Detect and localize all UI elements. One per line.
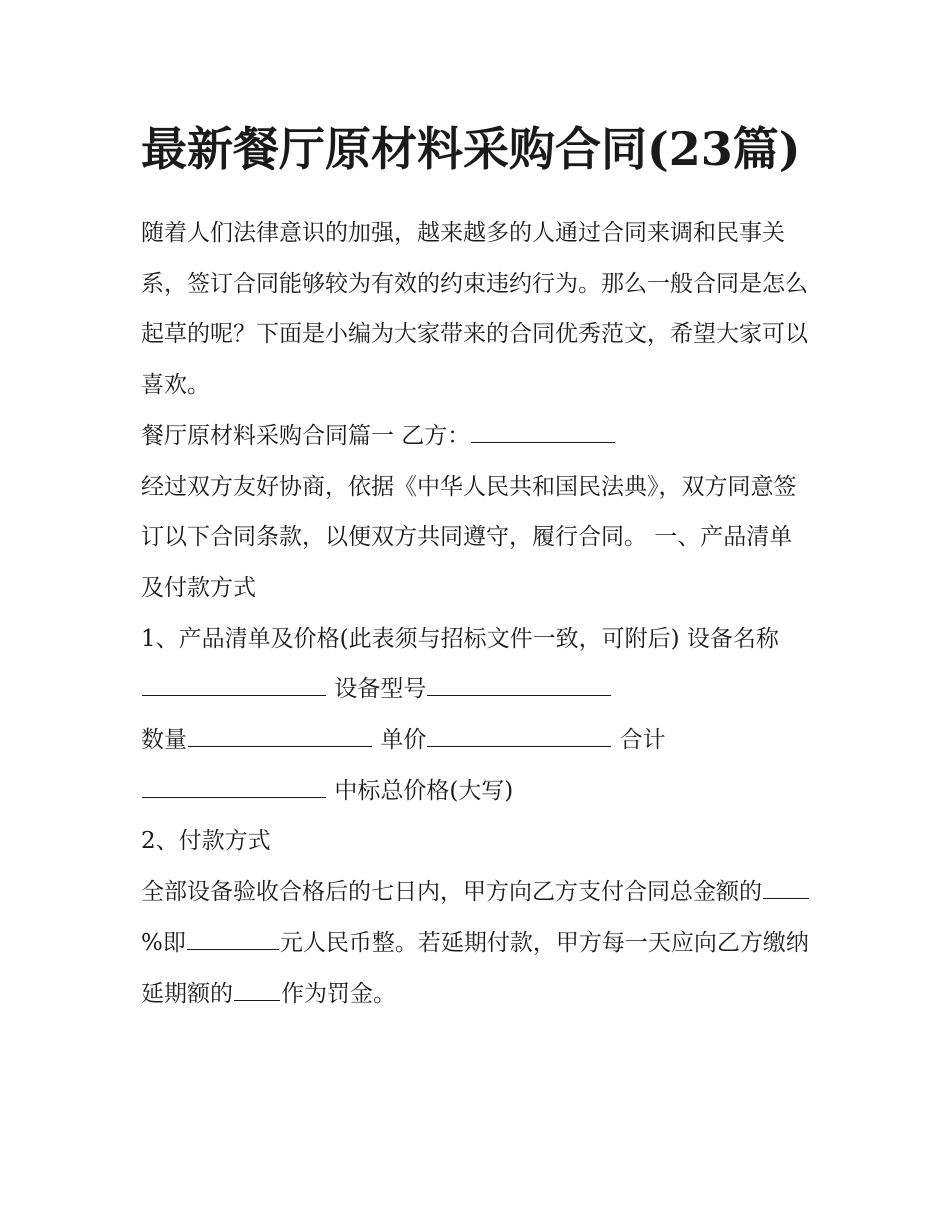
unit-price-label: 单价 [380, 727, 427, 754]
document-title: 最新餐厅原材料采购合同(23篇) [141, 122, 801, 176]
product-list-paragraph [141, 614, 813, 817]
payment-paragraph [141, 867, 813, 1019]
intro-paragraph: 随着人们法律意识的加强，越来越多的人通过合同来调和民事关系，签订合同能够较为有效的约束违约行为。那么一般合同是怎么起草的呢？下面是小编为大家带来的合同优秀范文，希望大家可以喜欢。 [141, 220, 808, 399]
penalty-blank [234, 980, 280, 1001]
equipment-model-blank [427, 675, 611, 696]
item-1-prefix: 1、产品清单及价格(此表须与招标文件一致，可附后) 设备名称 [141, 625, 779, 652]
payment-text-1: 全部设备验收合格后的七日内，甲方向乙方支付合同总金额的 [141, 879, 762, 906]
agreement-paragraph: 经过双方友好协商，依据《中华人民共和国民法典》，双方同意签订以下合同条款，以便双方共同遵守，履行合同。 一、产品清单及付款方式 [141, 473, 797, 601]
quantity-blank [188, 726, 372, 747]
equipment-name-blank [142, 675, 326, 696]
section-1-heading-text: 餐厅原材料采购合同篇一 乙方： [141, 422, 471, 449]
unit-price-blank [427, 726, 611, 747]
payment-text-3: 作为罚金。 [281, 980, 396, 1007]
percent-blank [763, 878, 809, 899]
document-page [141, 112, 813, 1019]
amount-blank [187, 929, 279, 950]
equipment-model-label: 设备型号 [334, 676, 427, 703]
item-2-heading: 2、付款方式 [141, 828, 271, 855]
section-1-heading [141, 411, 813, 462]
total-label: 合计 [619, 727, 666, 754]
total-blank [142, 777, 326, 798]
payment-text-2: 元人民币整。若延期付款，甲方每一天应向乙方缴纳延期额的 [141, 929, 809, 1007]
bid-total-label: 中标总价格(大写) [334, 777, 514, 804]
quantity-label: 数量 [141, 727, 187, 754]
party-b-blank [471, 422, 615, 443]
payment-percent-text: %即 [141, 929, 186, 956]
